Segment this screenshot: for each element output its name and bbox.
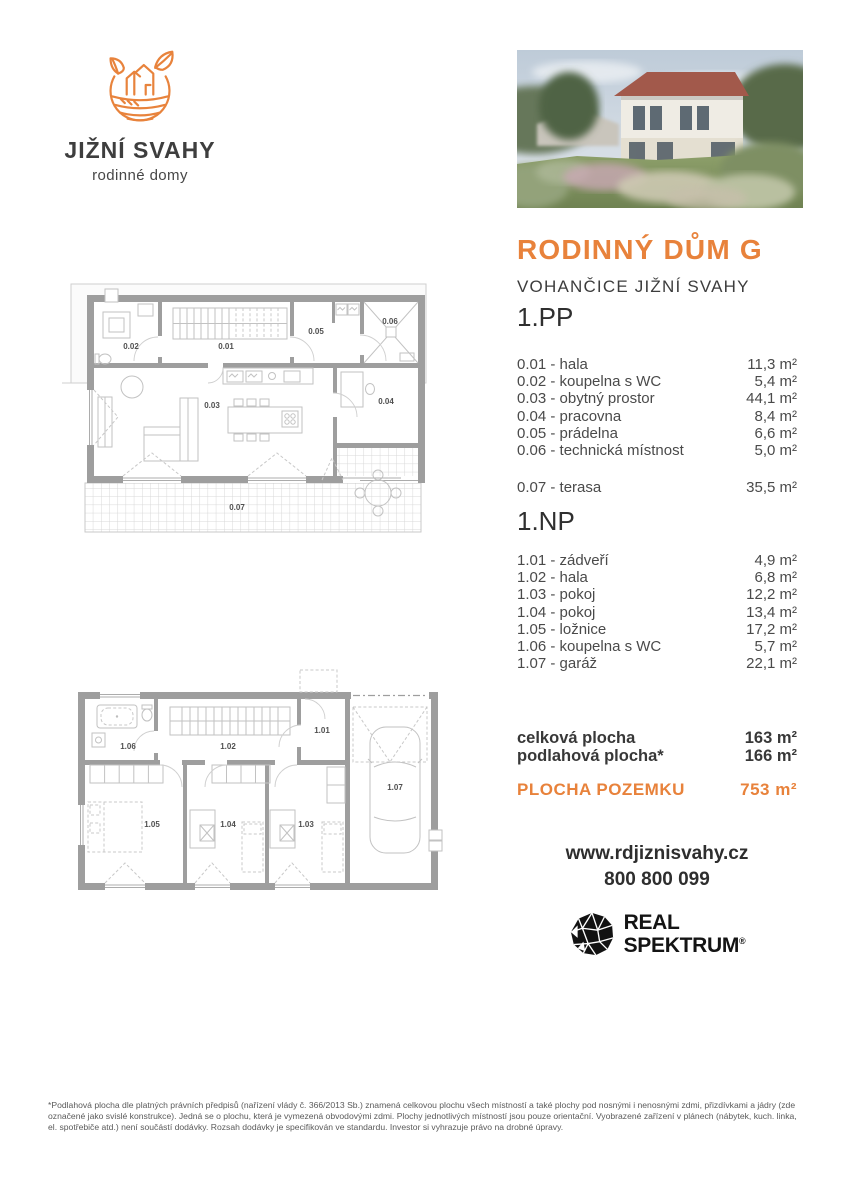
room-row (517, 569, 797, 586)
room-list-1pp (517, 356, 797, 459)
room-code-0-01: 0.01 (218, 342, 234, 351)
room-area: 6,6 m² (754, 424, 797, 442)
room-row (517, 638, 797, 655)
room-row (517, 408, 797, 425)
room-row (517, 442, 797, 459)
room-area: 11,3 m² (747, 356, 797, 373)
plot-area-row (517, 781, 797, 798)
plot-area-value: 753 m² (740, 780, 797, 799)
jizni-svahy-logo-icon (102, 44, 178, 126)
room-code-1-03: 1.03 (298, 820, 314, 829)
room-code-0-04: 0.04 (378, 397, 394, 406)
room-code-1-02: 1.02 (220, 742, 236, 751)
room-area: 6,8 m² (754, 569, 797, 587)
total-label: podlahová plocha* (517, 746, 664, 765)
listing-location: VOHANČICE JIŽNÍ SVAHY (517, 277, 750, 296)
brand-tagline: rodinné domy (92, 167, 188, 184)
room-code-1-07: 1.07 (387, 783, 403, 792)
room-label: 1.01 - zádveří (517, 552, 609, 569)
room-code-0-06: 0.06 (382, 317, 398, 326)
real-spektrum-icon (569, 911, 615, 957)
room-label: 1.05 - ložnice (517, 620, 607, 638)
house-render-photo (517, 50, 803, 208)
terrace-row (517, 479, 797, 496)
room-label: 1.06 - koupelna s WC (517, 638, 662, 656)
room-label: 0.02 - koupelna s WC (517, 373, 662, 391)
total-value: 163 m² (744, 729, 797, 747)
registered-mark: ® (739, 936, 746, 946)
room-label: 0.01 - hala (517, 356, 588, 373)
room-code-0-02: 0.02 (123, 342, 139, 351)
room-label: 1.04 - pokoj (517, 603, 596, 621)
floor-name-1pp: 1.PP (517, 302, 574, 332)
room-label: 0.03 - obytný prostor (517, 390, 655, 408)
room-label: 0.05 - prádelna (517, 424, 618, 442)
listing-title: RODINNÝ DŮM G (517, 234, 763, 265)
room-code-0-05: 0.05 (308, 327, 324, 336)
total-value: 166 m² (744, 746, 797, 765)
room-area: 5,0 m² (754, 442, 797, 460)
floorplan-1pp (60, 275, 450, 545)
plot-area-label: PLOCHA POZEMKU (517, 780, 685, 799)
room-code-1-05: 1.05 (144, 820, 160, 829)
website: www.rdjiznisvahy.cz (565, 843, 749, 864)
room-label: 1.07 - garáž (517, 655, 598, 673)
floor-name-1np: 1.NP (517, 506, 575, 536)
room-label: 0.06 - technická místnost (517, 442, 684, 460)
room-code-1-01: 1.01 (314, 726, 330, 735)
room-label: 1.03 - pokoj (517, 586, 596, 604)
total-row (517, 730, 797, 748)
phone-number: 800 800 099 (604, 869, 710, 890)
floorplan-1np (60, 655, 460, 905)
room-row (517, 655, 797, 672)
total-label: celková plocha (517, 729, 636, 747)
room-row (517, 373, 797, 390)
room-area: 35,5 m² (746, 479, 797, 496)
room-area: 4,9 m² (754, 552, 797, 569)
brand-block (38, 44, 242, 184)
room-area: 8,4 m² (754, 407, 797, 425)
totals-block (517, 730, 797, 766)
legal-footnote: *Podlahová plocha dle platných právních předpisů (nařízení vlády č. 366/2013 Sb.) znamená celkovou plochu všech místností a také plochy pod nosnými i nenosnými zdmi, přizdívkami a jádry (zde označené jako svislé konstrukce). Jedná se o plochu, která je vymezená obvodovými zdmi. Plochy jednotlivých místností jsou pouze orientační. Vyobrazené zařízení v plánech (nábytek, kuch. linka, el. spotřebiče atd.) není součástí dodávky. Rozsah dodávky je specifikován ve standardu. Investor si vyhrazuje právo na drobné úpravy. (48, 1100, 797, 1132)
room-row (517, 604, 797, 621)
room-row (517, 552, 797, 569)
room-area: 12,2 m² (746, 586, 797, 604)
agency-line1: REAL (623, 911, 680, 934)
room-area: 17,2 m² (746, 620, 797, 638)
agency-line2: SPEKTRUM® (623, 934, 746, 957)
room-row (517, 425, 797, 442)
room-label: 0.04 - pracovna (517, 407, 622, 425)
room-row (517, 586, 797, 603)
total-row (517, 748, 797, 766)
room-area: 44,1 m² (746, 390, 797, 408)
real-spektrum-wordmark (624, 913, 746, 955)
room-code-0-03: 0.03 (204, 401, 220, 410)
room-label: 1.02 - hala (517, 569, 588, 587)
room-area: 5,4 m² (754, 373, 797, 391)
real-spektrum-logo (517, 911, 797, 957)
room-list-1np (517, 552, 797, 672)
brand-name: JIŽNÍ SVAHY (64, 137, 216, 163)
room-code-1-06: 1.06 (120, 742, 136, 751)
room-row (517, 356, 797, 373)
room-area: 22,1 m² (746, 655, 797, 673)
room-row (517, 390, 797, 407)
room-code-0-07: 0.07 (229, 503, 245, 512)
room-label: 0.07 - terasa (517, 479, 602, 496)
room-area: 13,4 m² (746, 603, 797, 621)
room-row (517, 621, 797, 638)
room-area: 5,7 m² (754, 638, 797, 656)
room-code-1-04: 1.04 (220, 820, 236, 829)
